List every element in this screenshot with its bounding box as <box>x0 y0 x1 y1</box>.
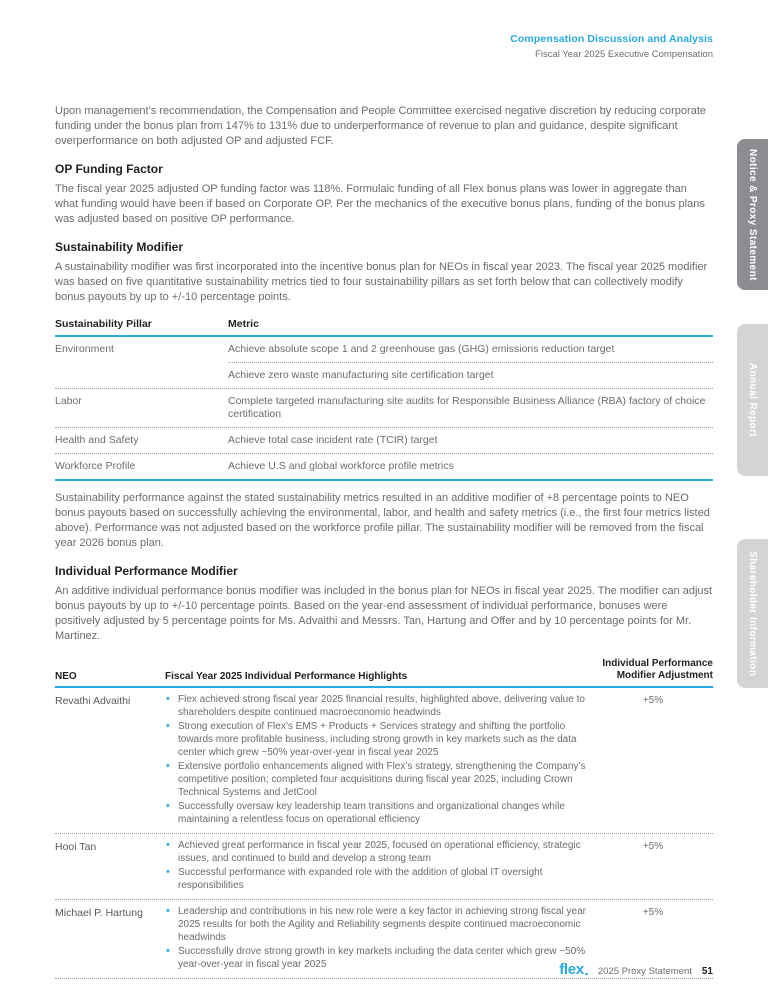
table-row <box>55 834 713 900</box>
heading-individual-performance-modifier: Individual Performance Modifier <box>55 564 238 578</box>
op-funding-paragraph: The fiscal year 2025 adjusted OP funding factor was 118%. Formulaic funding of all Flex bonus plans was lower in aggregate than what funding would have been if based on Corporate OP. Per the mechanics of the executive bonus plans, funding of the bonus plans was adjusted based on positive OP performance. <box>55 183 705 225</box>
col-header-highlights: Fiscal Year 2025 Individual Performance Highlights <box>165 671 408 682</box>
metric-cell: Achieve absolute scope 1 and 2 greenhouse gas (GHG) emissions reduction target <box>228 343 615 355</box>
highlight-item: • Leadership and contributions in his new role were a key factor in achieving strong fiscal year 2025 results for both the Agility and Reliability segments despite continued macroeconomic headwinds <box>165 905 593 944</box>
modifier-adjustment: +5% <box>642 841 664 852</box>
flex-logo: flex <box>559 961 588 978</box>
modifier-adjustment: +5% <box>642 907 664 918</box>
neo-name: Michael P. Hartung <box>55 907 143 919</box>
page-number: 51 <box>701 966 713 977</box>
table-row <box>55 337 713 389</box>
highlight-item: • Extensive portfolio enhancements aligned with Flex’s strategy, strengthening the Company’s competitive position; completed four acquisitions during fiscal year 2025, including Crown Technical Systems and JetCool <box>165 760 593 799</box>
metric-cells <box>228 389 713 427</box>
metric-cell: Achieve U.S and global workforce profile metrics <box>228 460 454 472</box>
page-header <box>510 33 713 60</box>
heading-sustainability-modifier: Sustainability Modifier <box>55 240 184 254</box>
individual-modifier-paragraph: An additive individual performance bonus modifier was included in the bonus plan for NEOs in fiscal year 2025. The modifier can adjust bonus payouts by up to +/-10 percentage points. Based on the year-end assessment of individual performance, bonuses were positively adjusted by 5 percentage points for Ms. Advaithi and Messrs. Tan, Hartung and Offer and by 10 percentage points for Mr. Martinez. <box>55 585 713 642</box>
col-header-adjustment-line1: Individual Performance <box>602 658 713 669</box>
sustainability-result-paragraph: Sustainability performance against the stated sustainability metrics resulted in an additive modifier of +8 percentage points to NEO bonus payouts based on successfully achieving the environmental, labor, and health and safety metrics (i.e., the first four metrics listed above). Performance was not adjusted based on the workforce profile pillar. The sustainability modifier will be removed from the fiscal year 2026 bonus plan. <box>55 492 710 549</box>
metric-cell: Achieve total case incident rate (TCIR) target <box>228 434 438 446</box>
table-row <box>55 389 713 428</box>
tab-label: Notice & Proxy Statement <box>747 148 758 281</box>
metric-cells <box>228 337 713 388</box>
page-content <box>55 104 713 979</box>
metric-cells <box>228 454 713 479</box>
pillar-cell: Labor <box>55 395 82 407</box>
highlight-item: • Successfully oversaw key leadership team transitions and organizational changes while maintaining a relentless focus on operational efficiency <box>165 800 593 826</box>
page-footer <box>559 961 713 978</box>
metric-cell: Complete targeted manufacturing site audits for Responsible Business Alliance (RBA) factory of choice certification <box>228 395 706 420</box>
sustainability-table <box>55 318 713 481</box>
col-header-adjustment <box>593 658 713 682</box>
tab-label: Shareholder Information <box>747 550 758 677</box>
col-header-pillar: Sustainability Pillar <box>55 318 152 330</box>
section-title: Compensation Discussion and Analysis <box>510 33 713 45</box>
modifier-adjustment: +5% <box>642 695 664 706</box>
pillar-cell: Workforce Profile <box>55 460 136 472</box>
footer-label: 2025 Proxy Statement <box>597 966 692 977</box>
highlight-item: • Achieved great performance in fiscal year 2025, focused on operational efficiency, strategic issues, and continued to build and develop a strong team <box>165 839 593 865</box>
tab-label: Annual Report <box>747 362 758 438</box>
tab-notice-proxy-statement[interactable] <box>737 139 768 290</box>
pillar-cell: Environment <box>55 343 114 355</box>
metric-cells <box>228 428 713 453</box>
sustainability-table-header <box>55 318 713 337</box>
heading-op-funding-factor: OP Funding Factor <box>55 162 163 176</box>
col-header-neo: NEO <box>55 671 77 682</box>
neo-table-header <box>55 658 713 688</box>
highlights-list <box>165 839 593 893</box>
col-header-adjustment-line2: Modifier Adjustment <box>616 670 713 681</box>
neo-name: Revathi Advaithi <box>55 695 131 707</box>
tab-shareholder-information[interactable] <box>737 539 768 688</box>
intro-paragraph: Upon management’s recommendation, the Compensation and People Committee exercised negative discretion by reducing corporate funding under the bonus plan from 147% to 131% due to underperformance of revenue to plan and guidance, despite significant overperformance on both adjusted OP and adjusted FCF. <box>55 105 706 147</box>
table-row <box>55 428 713 454</box>
table-row <box>55 688 713 834</box>
neo-name: Hooi Tan <box>55 841 97 853</box>
highlight-item: • Flex achieved strong fiscal year 2025 financial results, highlighted above, delivering value to shareholders despite continued macroeconomic headwinds <box>165 693 593 719</box>
highlight-item: • Successfully drove strong growth in key markets including the data center which grew ~50% year-over-year in fiscal year 2025 <box>165 945 593 971</box>
highlights-list <box>165 693 593 827</box>
highlights-list <box>165 905 593 972</box>
highlight-item: • Strong execution of Flex’s EMS + Products + Services strategy and shifting the portfolio towards more profitable business, including strong growth in key markets such as the data center which grew ~50% year-over-year in fiscal year 2025 <box>165 720 593 759</box>
highlight-item: • Successful performance with expanded role with the addition of global IT oversight responsibilities <box>165 866 593 892</box>
table-row <box>55 454 713 479</box>
pillar-cell: Health and Safety <box>55 434 139 446</box>
neo-performance-table <box>55 658 713 979</box>
col-header-metric: Metric <box>228 318 259 330</box>
metric-cell: Achieve zero waste manufacturing site certification target <box>228 362 713 388</box>
sidebar-tabs <box>737 0 768 1000</box>
subsection-title: Fiscal Year 2025 Executive Compensation <box>535 49 713 60</box>
sustainability-paragraph: A sustainability modifier was first incorporated into the incentive bonus plan for NEOs in fiscal year 2023. The fiscal year 2025 modifier was based on five quantitative sustainability metrics tied to four sustainability pillars as set forth below that can collectively modify bonus payouts by up to +/-10 percentage points. <box>55 261 708 303</box>
tab-annual-report[interactable] <box>737 324 768 476</box>
